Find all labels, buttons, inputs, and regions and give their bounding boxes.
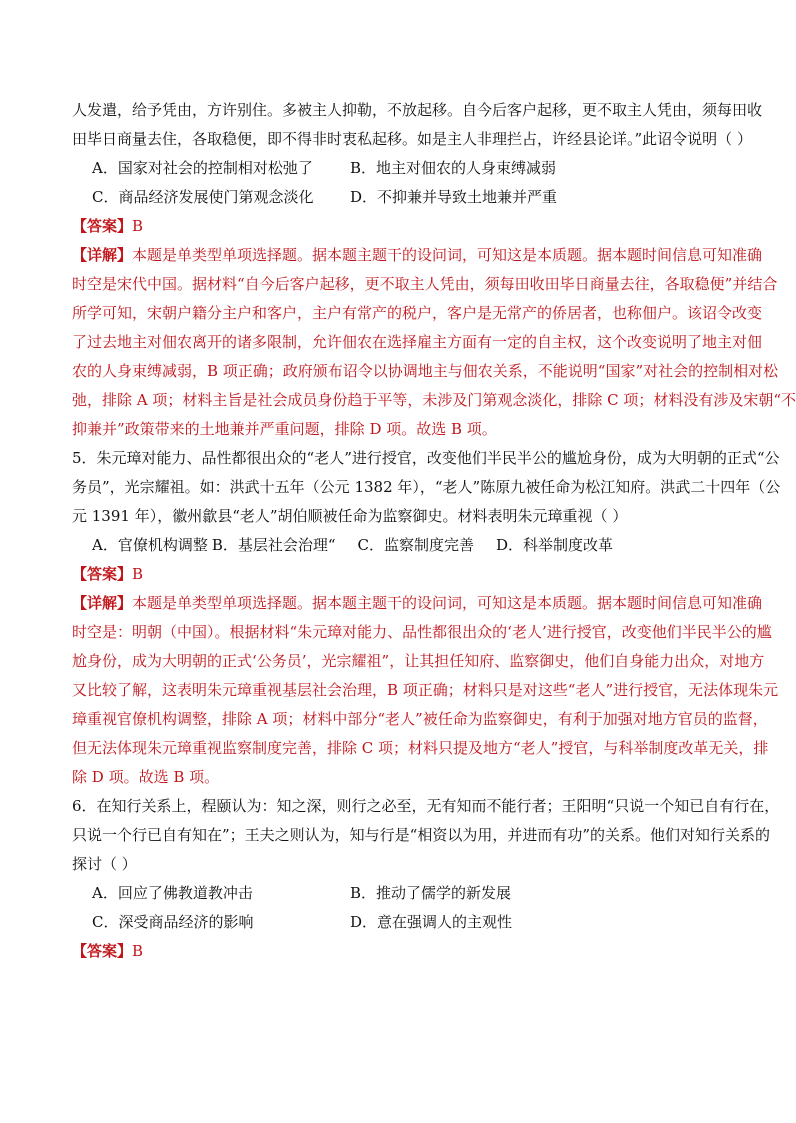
detail-line: 璋重视官僚机构调整，排除 A 项；材料中部分“老人”被任命为监察御史，有利于加强对地方官员的监督，: [72, 710, 768, 728]
options-row: [72, 908, 722, 937]
detail-line: 又比较了解，这表明朱元璋重视基层社会治理，B 项正确；材料只是对这些“老人”进行授官，无法体现朱元: [72, 681, 779, 699]
question-stem-line: 只说一个行已自有知在”；王夫之则认为，知与行是“相资以为用，并进而有功”的关系。他们对知行关系的: [72, 826, 771, 844]
answer-line: [72, 212, 722, 241]
question-5: [72, 444, 781, 792]
options-row: [72, 183, 722, 212]
question-stem-line: 探讨（ ）: [72, 855, 137, 873]
detail-line: 了过去地主对佃农离开的诸多限制，允许佃农在选择雇主方面有一定的自主权，这个改变说明了地主对佃: [72, 333, 763, 351]
detail-line: [72, 241, 763, 270]
answer-value: B: [132, 217, 144, 235]
question-stem-line: 元 1391 年），徽州歙县“老人”胡伯顺被任命为监察御史。材料表明朱元璋重视（ ）: [72, 507, 628, 525]
question-stem-line: 人发遣，给予凭由，方许别住。多被主人抑勒，不放起移。自今后客户起移，更不取主人凭由，须每田收: [72, 101, 763, 119]
option-b: B．地主对佃农的人身束缚减弱: [350, 159, 557, 177]
question-6: [72, 792, 780, 966]
option-b: B．推动了儒学的新发展: [350, 884, 512, 902]
option-b: B．基层社会治理“: [211, 536, 336, 554]
detail-line: 所学可知，宋朝户籍分主户和客户，主户有常产的税户，客户是无常产的侨居者，也称佃户。该诏令改变: [72, 304, 763, 322]
question-stem-line: 田毕日商量去住，各取稳便，即不得非时衷私起移。如是主人非理拦占，许经县论详。”此诏令说明（ ）: [72, 130, 752, 148]
option-a: A．回应了佛教道教冲击: [92, 884, 253, 902]
options-row: [72, 879, 722, 908]
detail-line: 弛，排除 A 项；材料主旨是社会成员身份趋于平等，未涉及门第观念淡化，排除 C 项；材料没有涉及宋朝“不: [72, 391, 796, 409]
detail-line: 但无法体现朱元璋重视监察制度完善，排除 C 项；材料只提及地方“老人”授官，与科举制度改革无关，排: [72, 739, 769, 757]
detail-line: 尬身份，成为大明朝的正式‘公务员’，光宗耀祖”，让其担任知府、监察御史，他们自身能力出众，对地方: [72, 652, 765, 670]
detail-line: 农的人身束缚减弱，B 项正确；政府颁布诏令以协调地主与佃农关系，不能说明“国家”对社会的控制相对松: [72, 362, 779, 380]
options-row: [72, 531, 722, 560]
question-4: [72, 96, 796, 444]
options-row: [72, 154, 722, 183]
detail-text: 本题是单类型单项选择题。据本题主题干的设问词，可知这是本质题。据本题时间信息可知准确: [132, 246, 763, 264]
answer-value: B: [132, 565, 144, 583]
answer-line: [72, 560, 722, 589]
question-stem-line: 5．朱元璋对能力、品性都很出众的“老人”进行授官，改变他们半民半公的尴尬身份，成为大明朝的正式“公: [72, 449, 780, 467]
detail-line: [72, 589, 763, 618]
answer-tag: 【答案】: [72, 217, 133, 235]
question-stem-line: 6．在知行关系上，程颐认为：知之深，则行之必至，无有知而不能行者；王阳明“只说一个知已自有行在，: [72, 797, 780, 815]
question-stem-line: 务员”，光宗耀祖。如：洪武十五年（公元 1382 年），“老人”陈原九被任命为松江知府。洪武二十四年（公: [72, 478, 781, 496]
detail-line: 时空是：明朝（中国）。根据材料“朱元璋对能力、品性都很出众的‘老人’进行授官，改变他们半民半公的尴: [72, 623, 772, 641]
option-a: A．国家对社会的控制相对松弛了: [92, 159, 313, 177]
answer-line: [72, 937, 722, 966]
answer-tag: 【答案】: [72, 942, 133, 960]
option-d: D．科举制度改革: [496, 536, 614, 554]
option-c: C．深受商品经济的影响: [92, 913, 254, 931]
detail-tag: 【详解】: [72, 594, 133, 612]
detail-tag: 【详解】: [72, 246, 133, 264]
option-d: D．不抑兼并导致土地兼并严重: [350, 188, 558, 206]
document-page: [72, 96, 796, 966]
detail-line: 时空是宋代中国。据材料“自今后客户起移，更不取主人凭由，须每田收田毕日商量去往，各取稳便”并结合: [72, 275, 778, 293]
detail-text: 本题是单类型单项选择题。据本题主题干的设问词，可知这是本质题。据本题时间信息可知准确: [132, 594, 763, 612]
option-a: A．官僚机构调整: [92, 536, 208, 554]
option-d: D．意在强调人的主观性: [350, 913, 513, 931]
option-c: C．商品经济发展使门第观念淡化: [92, 188, 314, 206]
option-c: C．监察制度完善: [357, 536, 475, 554]
answer-tag: 【答案】: [72, 565, 133, 583]
detail-line: 抑兼并”政策带来的土地兼并严重问题，排除 D 项。故选 B 项。: [72, 420, 497, 438]
detail-line: 除 D 项。故选 B 项。: [72, 768, 220, 786]
answer-value: B: [132, 942, 144, 960]
